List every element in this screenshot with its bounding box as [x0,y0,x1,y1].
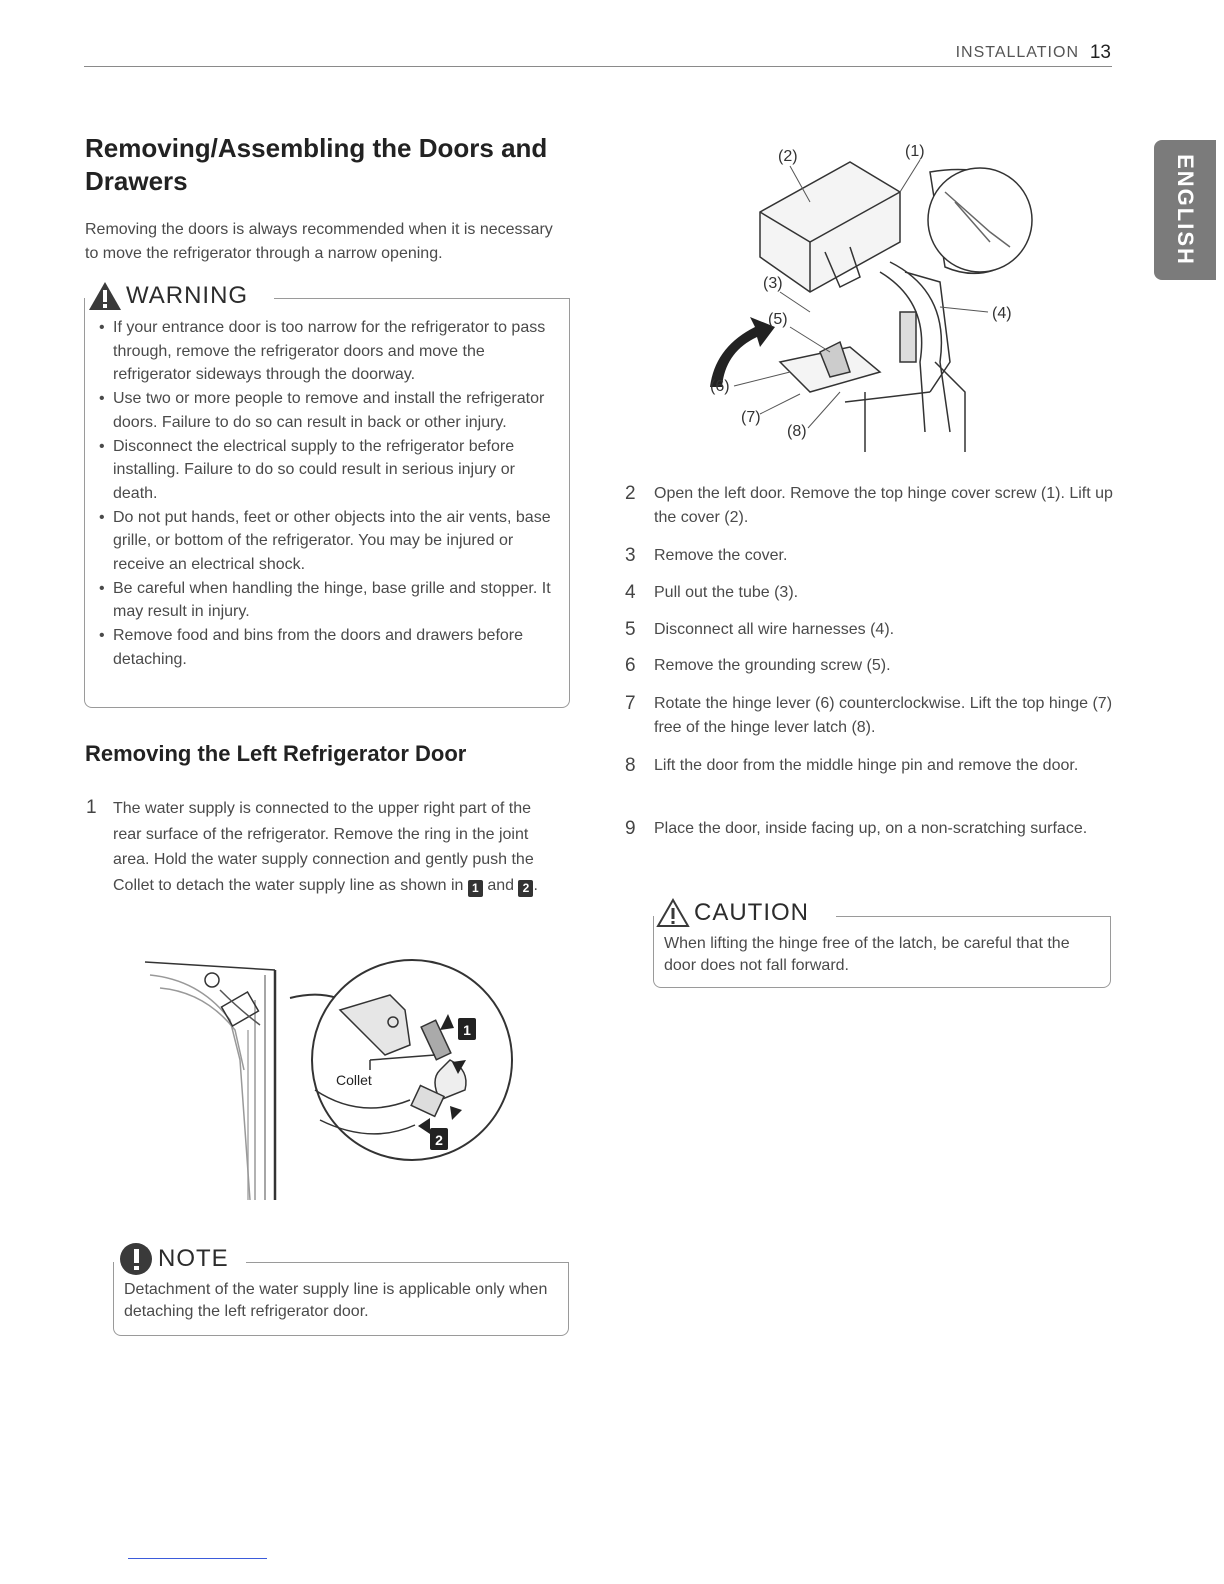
warning-icon [88,281,122,311]
step-number: 8 [625,755,636,776]
step-text: Remove the grounding screw (5). [654,657,891,674]
warning-item: • Do not put hands, feet or other objects into the air vents, base grille, or bottom of the refrigerator. You may be injured or receive an electrical shock. [97,506,559,577]
step-1-text: The water supply is connected to the upper right part of the rear surface of the refrigerator. Remove the ring in the joint area. Hold the water supply connection and gently push the Collet to detach the water supply line as shown in [113,800,534,894]
warning-item: • Disconnect the electrical supply to the refrigerator before installing. Failure to do so could result in serious injury or death. [97,435,559,506]
rotate-ccw-icon [710,317,775,387]
note-header-rule [246,1262,569,1263]
header-rule [84,66,1112,67]
warning-item: • Be careful when handling the hinge, base grille and stopper. It may result in injury. [97,577,559,624]
note-header [118,1241,237,1277]
step-text: Remove the cover. [654,547,788,564]
section-title: Removing the Left Refrigerator Door [85,741,467,766]
page-title: Removing/Assembling the Doors and Drawers [85,133,548,196]
step-text: Rotate the hinge lever (6) counterclockwise. Lift the top hinge (7) free of the hinge lever latch (8). [654,695,1113,736]
warning-item: • If your entrance door is too narrow for the refrigerator to pass through, remove the refrigerator doors and move the refrigerator sideways through the doorway. [97,316,559,387]
step-text [113,796,563,898]
step-number: 1 [86,797,97,818]
hinge-label-6: (6) [710,378,730,395]
water-supply-figure [140,950,520,1205]
hinge-label-7: (7) [741,409,761,426]
step-number: 3 [625,545,636,566]
step-text: Lift the door from the middle hinge pin and remove the door. [654,757,1079,774]
step-number: 6 [625,655,636,676]
step-badge-1: 1 [468,880,483,897]
step-badge-2: 2 [518,880,533,897]
warning-title: WARNING [126,282,249,309]
step-text: Disconnect all wire harnesses (4). [654,621,895,638]
hinge-label-2: (2) [778,148,798,165]
info-icon [118,1241,154,1277]
figure-badge-1-text: 1 [463,1022,471,1038]
figure-badge-2-text: 2 [435,1132,443,1148]
collet-label: Collet [336,1072,372,1088]
warning-item: • Remove food and bins from the doors and drawers before detaching. [97,624,559,671]
step-1-end: . [533,876,538,894]
hinge-label-4: (4) [992,305,1012,322]
warning-list [97,316,559,672]
zoom-circle [312,960,512,1160]
warning-item: • Use two or more people to remove and install the refrigerator doors. Failure to do so can result in back or other injury. [97,387,559,434]
intro-paragraph: Removing the doors is always recommended when it is necessary to move the refrigerator through a narrow opening. [85,221,553,262]
note-text: Detachment of the water supply line is applicable only when detaching the left refrigerator door. [124,1281,548,1320]
step-text: Pull out the tube (3). [654,584,799,601]
step-text: Place the door, inside facing up, on a non-scratching surface. [654,820,1088,837]
step-text: Open the left door. Remove the top hinge cover screw (1). Lift up the cover (2). [654,485,1113,526]
footer-link-line [128,1558,267,1559]
step-number: 2 [625,483,636,504]
warning-header-rule [274,298,570,299]
warning-header [88,281,256,311]
step-number: 5 [625,619,636,640]
caution-icon [656,898,690,928]
hinge-figure [690,132,1050,452]
step-number: 4 [625,582,636,603]
note-title: NOTE [158,1245,229,1272]
page-number: 13 [1089,42,1111,63]
hinge-label-3: (3) [763,275,783,292]
step-number: 7 [625,693,636,714]
caution-text: When lifting the hinge free of the latch, be careful that the door does not fall forward. [664,935,1070,974]
step-1-conjunction: and [487,876,515,894]
caution-title: CAUTION [694,899,809,926]
caution-header [656,898,817,928]
header-section: INSTALLATION [955,44,1079,61]
hinge-label-1: (1) [905,143,925,160]
language-tab [1154,140,1216,280]
hinge-label-5: (5) [768,311,788,328]
caution-header-rule [836,916,1111,917]
hinge-label-8: (8) [787,423,807,440]
language-tab-label: ENGLISH [1173,154,1198,266]
step-number: 9 [625,818,636,839]
